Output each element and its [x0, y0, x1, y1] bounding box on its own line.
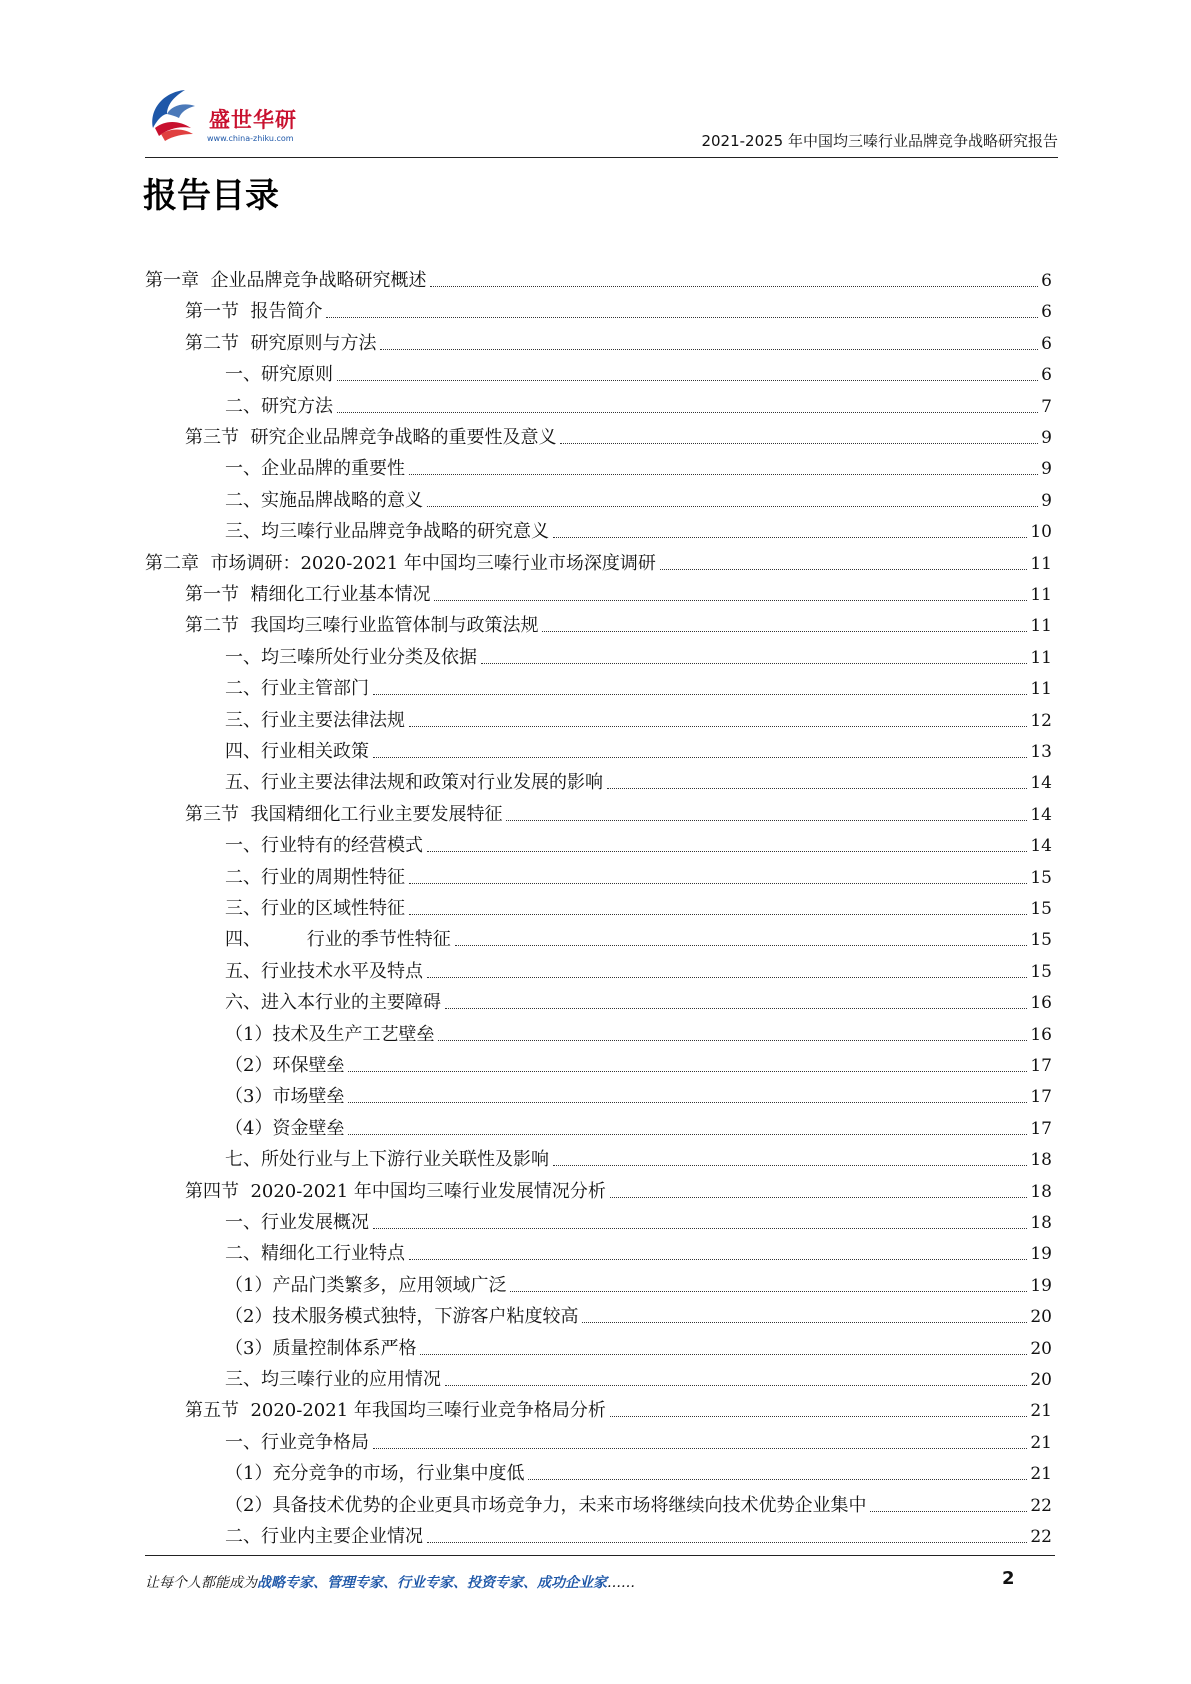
toc-entry[interactable] [145, 261, 1052, 292]
toc-entry-title: 四、行业相关政策 [225, 741, 373, 763]
toc-entry[interactable] [225, 1454, 1052, 1485]
brand-url: www.china-zhiku.com [207, 134, 294, 143]
toc-entry-title: 七、所处行业与上下游行业关联性及影响 [225, 1149, 553, 1171]
toc-entry-page: 21 [1030, 1464, 1052, 1484]
toc-entry[interactable] [185, 606, 1052, 637]
slogan-prefix: 让每个人都能成为 [145, 1575, 257, 1591]
toc-entry[interactable] [225, 1203, 1052, 1234]
toc-dot-leader [337, 380, 1038, 381]
toc-entry[interactable] [225, 1234, 1052, 1265]
toc-entry[interactable] [225, 732, 1052, 763]
toc-heading: 报告目录 [143, 176, 279, 216]
toc-entry-title: （2）具备技术优势的企业更具市场竞争力，未来市场将继续向技术优势企业集中 [225, 1495, 870, 1517]
toc-entry-page: 16 [1030, 993, 1052, 1013]
toc-entry-title: 第一章 企业品牌竞争战略研究概述 [145, 270, 430, 292]
toc-entry-page: 9 [1041, 459, 1052, 479]
toc-dot-leader [455, 945, 1028, 946]
toc-dot-leader [430, 286, 1038, 287]
toc-entry-page: 21 [1030, 1401, 1052, 1421]
toc-entry-title: （4）资金壁垒 [225, 1118, 348, 1140]
brand-name: 盛世华研 [209, 108, 297, 132]
toc-entry-title: （2）技术服务模式独特，下游客户粘度较高 [225, 1306, 582, 1328]
toc-entry[interactable] [225, 1140, 1052, 1171]
footer-divider [145, 1555, 1055, 1556]
toc-dot-leader [510, 1291, 1027, 1292]
toc-entry[interactable] [225, 1297, 1052, 1328]
toc-entry-title: 第三节 研究企业品牌竞争战略的重要性及意义 [185, 427, 560, 449]
toc-entry-page: 9 [1041, 491, 1052, 511]
toc-entry-title: （1）产品门类繁多，应用领域广泛 [225, 1275, 510, 1297]
toc-entry[interactable] [225, 1266, 1052, 1297]
toc-entry-title: 第四节 2020-2021 年中国均三嗪行业发展情况分析 [185, 1181, 610, 1203]
header-divider [145, 157, 1058, 158]
toc-entry[interactable] [185, 795, 1052, 826]
toc-entry[interactable] [225, 1329, 1052, 1360]
toc-entry-page: 18 [1030, 1182, 1052, 1202]
page-header [145, 84, 1058, 156]
toc-dot-leader [434, 600, 1027, 601]
toc-entry-page: 11 [1030, 585, 1052, 605]
toc-dot-leader [373, 694, 1027, 695]
toc-entry[interactable] [225, 512, 1052, 543]
toc-entry-page: 11 [1030, 616, 1052, 636]
toc-entry-page: 14 [1030, 805, 1052, 825]
toc-dot-leader [337, 412, 1038, 413]
toc-entry[interactable] [225, 858, 1052, 889]
toc-entry[interactable] [225, 701, 1052, 732]
toc-entry-page: 11 [1030, 648, 1052, 668]
toc-entry-page: 15 [1030, 930, 1052, 950]
toc-entry-title: 二、行业主管部门 [225, 678, 373, 700]
toc-entry-title: 一、行业竞争格局 [225, 1432, 373, 1454]
toc-entry-page: 19 [1030, 1276, 1052, 1296]
toc-entry[interactable] [225, 920, 1052, 951]
toc-entry-page: 6 [1041, 365, 1052, 385]
page-number: 2 [1002, 1568, 1015, 1589]
toc-entry-page: 22 [1030, 1496, 1052, 1516]
toc-dot-leader [870, 1511, 1027, 1512]
toc-entry-page: 13 [1030, 742, 1052, 762]
toc-entry-title: 五、行业技术水平及特点 [225, 961, 427, 983]
toc-entry-page: 10 [1030, 522, 1052, 542]
toc-entry-title: 第二章 市场调研：2020-2021 年中国均三嗪行业市场深度调研 [145, 553, 660, 575]
toc-entry-title: 三、行业的区域性特征 [225, 898, 409, 920]
toc-dot-leader [481, 663, 1027, 664]
toc-dot-leader [427, 1542, 1027, 1543]
toc-entry[interactable] [225, 826, 1052, 857]
toc-entry-title: 二、实施品牌战略的意义 [225, 490, 427, 512]
toc-dot-leader [610, 1416, 1027, 1417]
slogan-suffix: …… [607, 1575, 635, 1591]
toc-entry[interactable] [225, 449, 1052, 480]
toc-entry[interactable] [185, 1172, 1052, 1203]
toc-entry-page: 17 [1030, 1119, 1052, 1139]
toc-dot-leader [409, 883, 1027, 884]
toc-entry-page: 17 [1030, 1056, 1052, 1076]
toc-entry[interactable] [185, 1391, 1052, 1422]
toc-dot-leader [427, 506, 1038, 507]
toc-dot-leader [560, 443, 1038, 444]
toc-entry-title: 一、行业发展概况 [225, 1212, 373, 1234]
toc-dot-leader [553, 1165, 1027, 1166]
toc-entry[interactable] [225, 1015, 1052, 1046]
toc-entry-title: 第三节 我国精细化工行业主要发展特征 [185, 804, 506, 826]
toc-entry-title: 三、行业主要法律法规 [225, 710, 409, 732]
brand-logo [145, 84, 325, 150]
toc-entry[interactable] [225, 481, 1052, 512]
toc-dot-leader [409, 474, 1038, 475]
toc-entry-title: 三、均三嗪行业的应用情况 [225, 1369, 445, 1391]
toc-entry[interactable] [225, 669, 1052, 700]
toc-dot-leader [542, 631, 1027, 632]
toc-entry-page: 20 [1030, 1370, 1052, 1390]
toc-entry[interactable] [185, 575, 1052, 606]
document-title: 2021-2025 年中国均三嗪行业品牌竞争战略研究报告 [701, 132, 1058, 150]
toc-entry-title: （3）市场壁垒 [225, 1086, 348, 1108]
toc-entry[interactable] [225, 763, 1052, 794]
toc-dot-leader [427, 851, 1027, 852]
toc-dot-leader [445, 1385, 1027, 1386]
toc-entry-page: 14 [1030, 836, 1052, 856]
toc-entry-title: 二、精细化工行业特点 [225, 1243, 409, 1265]
toc-entry-page: 6 [1041, 334, 1052, 354]
toc-entry-title: （2）环保壁垒 [225, 1055, 348, 1077]
toc-entry[interactable] [225, 952, 1052, 983]
toc-entry-title: 第五节 2020-2021 年我国均三嗪行业竞争格局分析 [185, 1400, 610, 1422]
toc-entry-page: 6 [1041, 302, 1052, 322]
toc-entry-title: 第一节 精细化工行业基本情况 [185, 584, 434, 606]
toc-entry[interactable] [225, 1077, 1052, 1108]
toc-entry-page: 20 [1030, 1339, 1052, 1359]
footer-slogan [145, 1572, 635, 1592]
toc-entry[interactable] [185, 418, 1052, 449]
toc-entry[interactable] [145, 544, 1052, 575]
toc-dot-leader [553, 537, 1027, 538]
toc-entry[interactable] [225, 1109, 1052, 1140]
toc-dot-leader [427, 977, 1027, 978]
toc-entry[interactable] [185, 292, 1052, 323]
toc-entry-page: 11 [1030, 679, 1052, 699]
toc-dot-leader [506, 820, 1027, 821]
toc-entry-title: 五、行业主要法律法规和政策对行业发展的影响 [225, 772, 607, 794]
toc-entry-title: 第二节 研究原则与方法 [185, 333, 380, 355]
toc-entry[interactable] [225, 1517, 1052, 1548]
toc-entry[interactable] [185, 324, 1052, 355]
toc-entry-title: （3）质量控制体系严格 [225, 1338, 420, 1360]
toc-entry-title: （1）技术及生产工艺壁垒 [225, 1024, 438, 1046]
toc-entry-title: 一、研究原则 [225, 364, 337, 386]
toc-entry[interactable] [225, 1486, 1052, 1517]
toc-entry-page: 15 [1030, 868, 1052, 888]
slogan-highlight: 战略专家、管理专家、行业专家、投资专家、成功企业家 [257, 1575, 607, 1591]
toc-entry[interactable] [225, 638, 1052, 669]
toc-entry[interactable] [225, 983, 1052, 1014]
toc-entry-title: 四、 行业的季节性特征 [225, 929, 455, 951]
toc-entry-page: 7 [1041, 397, 1052, 417]
toc-dot-leader [660, 569, 1027, 570]
toc-entry-page: 9 [1041, 428, 1052, 448]
toc-entry-page: 21 [1030, 1433, 1052, 1453]
toc-dot-leader [373, 1228, 1027, 1229]
toc-entry-page: 19 [1030, 1244, 1052, 1264]
toc-dot-leader [348, 1102, 1027, 1103]
toc-dot-leader [409, 1259, 1027, 1260]
toc-entry-page: 18 [1030, 1150, 1052, 1170]
toc-entry-title: 一、企业品牌的重要性 [225, 458, 409, 480]
toc-entry-page: 17 [1030, 1087, 1052, 1107]
toc-entry[interactable] [225, 1046, 1052, 1077]
toc-entry-title: 六、进入本行业的主要障碍 [225, 992, 445, 1014]
toc-dot-leader [409, 914, 1027, 915]
toc-entry-title: 第一节 报告简介 [185, 301, 326, 323]
toc-entry-title: 二、行业的周期性特征 [225, 867, 409, 889]
toc-dot-leader [528, 1479, 1027, 1480]
toc-entry[interactable] [225, 1360, 1052, 1391]
toc-entry-page: 20 [1030, 1307, 1052, 1327]
toc-dot-leader [326, 317, 1038, 318]
toc-entry[interactable] [225, 355, 1052, 386]
toc-dot-leader [373, 757, 1027, 758]
toc-dot-leader [610, 1197, 1027, 1198]
toc-entry-title: 二、行业内主要企业情况 [225, 1526, 427, 1548]
toc-dot-leader [607, 788, 1027, 789]
toc-entry-page: 14 [1030, 773, 1052, 793]
toc-dot-leader [582, 1322, 1027, 1323]
toc-entry-page: 11 [1030, 554, 1052, 574]
toc-entry-page: 12 [1030, 711, 1052, 731]
toc-entry-page: 16 [1030, 1025, 1052, 1045]
toc-dot-leader [348, 1134, 1027, 1135]
logo-swoosh-icon [145, 84, 207, 146]
toc-entry-title: 第二节 我国均三嗪行业监管体制与政策法规 [185, 615, 542, 637]
toc-entry-page: 6 [1041, 271, 1052, 291]
toc-entry[interactable] [225, 889, 1052, 920]
toc-entry-page: 15 [1030, 962, 1052, 982]
toc-dot-leader [445, 1008, 1027, 1009]
toc-entry-title: 三、均三嗪行业品牌竞争战略的研究意义 [225, 521, 553, 543]
toc-dot-leader [373, 1448, 1027, 1449]
toc-entry[interactable] [225, 387, 1052, 418]
toc-entry-title: 二、研究方法 [225, 396, 337, 418]
toc-dot-leader [420, 1354, 1027, 1355]
toc-entry-page: 18 [1030, 1213, 1052, 1233]
toc-entry-page: 15 [1030, 899, 1052, 919]
toc-entry-title: 一、均三嗪所处行业分类及依据 [225, 647, 481, 669]
toc-dot-leader [380, 349, 1038, 350]
toc-entry-page: 22 [1030, 1527, 1052, 1547]
toc-dot-leader [409, 726, 1027, 727]
toc-dot-leader [348, 1071, 1027, 1072]
toc-entry-title: （1）充分竞争的市场，行业集中度低 [225, 1463, 528, 1485]
toc-entry-title: 一、行业特有的经营模式 [225, 835, 427, 857]
toc-dot-leader [438, 1040, 1027, 1041]
toc-entry[interactable] [225, 1423, 1052, 1454]
